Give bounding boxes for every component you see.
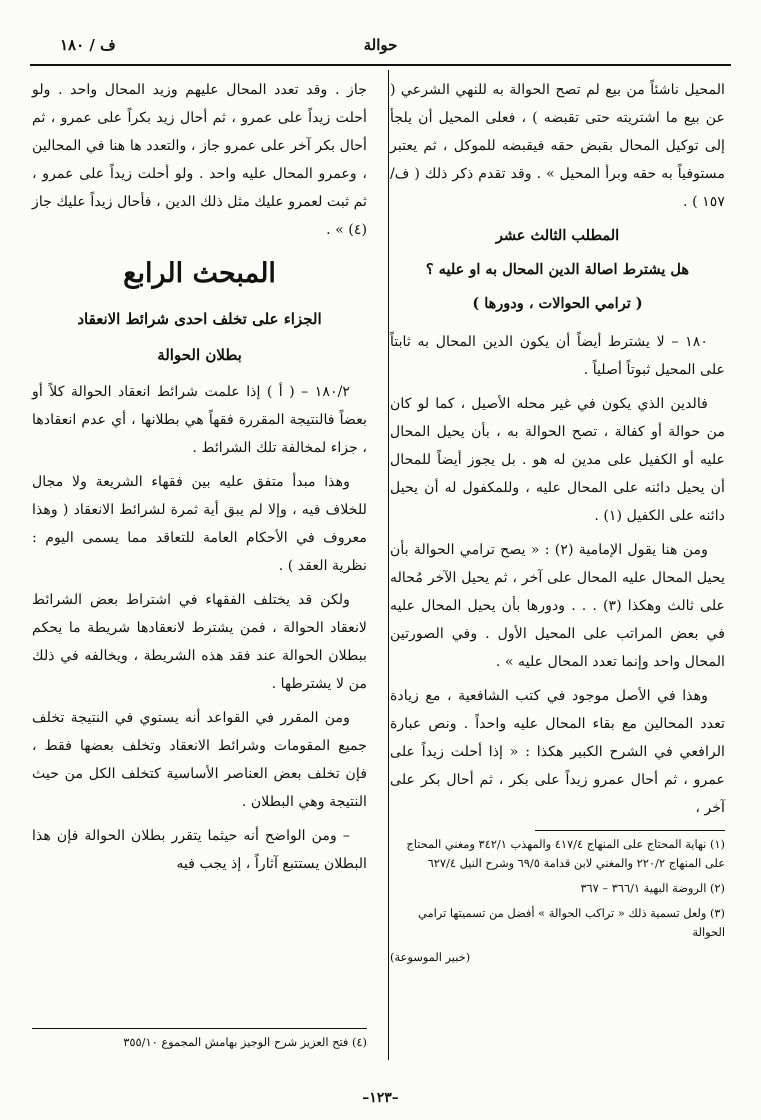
footnote: (١) نهاية المحتاج على المنهاج ٤١٧/٤ والمهذب ٣٤٢/١ ومغني المحتاج على المنهاج ٢٢٠/٢ والمغني لابن قدامة ٦٩/٥ وشرح النيل ٦٢٧/٤ — [406, 837, 725, 870]
left-footnotes — [32, 1028, 367, 1052]
section-question: هل يشترط اصالة الدين المحال به او عليه ؟ — [425, 261, 690, 278]
paragraph: ولكن قد يختلف الفقهاء في اشتراط بعض الشرائط لانعقاد الحوالة ، فمن يشترط لانعقادها شريطة ما يحكم ببطلان الحوالة عند فقد هذه الشريطة ، ويخالفه في ذلك من لا يشترطها . — [32, 592, 367, 692]
footnote-rule — [32, 1028, 367, 1029]
section-label: المطلب الثالث عشر — [495, 227, 620, 244]
paragraph: ١٨٠/٢ – ( أ ) إذا علمت شرائط انعقاد الحوالة كلاً أو بعضاً فالنتيجة المقررة فقهاً هي بطلانها ، أي عدم انعقادها ، جزاء لمخالفة تلك الشرائط . — [32, 384, 367, 456]
paragraph: ١٨٠ – لا يشترط أيضاً أن يكون الدين المحال به ثابتاً على المحيل ثبوتاً أصلياً . — [390, 334, 725, 378]
paragraph: المحيل ناشئاً من بيع لم تصح الحوالة به للنهي الشرعي ( عن بيع ما اشتريته حتى تقبضه ) ، فعلى المحيل أن يلجأ إلى توكيل المحال بقبض حقه فيقبضه للموكل ، ثم يعتبر مستوفياً به حقه وبرأ المحيل » . وقد تقدم ذكر ذلك ( ف/ ١٥٧ ) . — [390, 82, 725, 210]
paragraph: – ومن الواضح أنه حيثما يتقرر بطلان الحوالة فإن هذا البطلان يستتبع آثاراً ، إذ يجب فيه — [32, 828, 367, 872]
paragraph: وهذا في الأصل موجود في كتب الشافعية ، مع زيادة تعدد المحالين مع بقاء المحال عليه واحداً . ونص عبارة الرافعي في الشرح الكبير هكذا : « إذا أحلت زيداً على عمرو ، ثم أحال عمرو زيداً على بكر ، ثم أحال بكر على آخر ، — [390, 688, 725, 816]
footnote: (٣) ولعل تسمية ذلك « تراكب الحوالة » أفضل من تسميتها ترامي الحوالة — [418, 906, 725, 939]
header-rule — [30, 64, 731, 66]
right-column — [390, 76, 725, 973]
header-paragraph-ref: ف / ١٨٠ — [60, 36, 116, 54]
paragraph: ومن هنا يقول الإمامية (٢) : « يصح ترامي الحوالة بأن يحيل المحال عليه المحال على آخر ، ثم يحيل الآخر مُحاله على ثالث وهكذا (٣) . . . ودورها بأن يحيل المحال عليه في بعض المراتب على المحيل الأول . وفي الصورتين المحال واحد وإنما تعدد المحال عليه » . — [390, 542, 725, 670]
chapter-title: المبحث الرابع — [123, 258, 276, 289]
paragraph: جاز . وقد تعدد المحال عليهم وزيد المحال واحد . ولو أحلت زيداً على عمرو ، ثم أحال زيد بكراً على عمرو ، ثم أحال بكر آخر على عمرو جاز ، والتعدد ها هنا في المحالين ، وعمرو المحال عليه واحد . ولو أحلت زيداً على عمرو ، ثم ثبت لعمرو عليك مثل ذلك الدين ، فأحال زيداً عليك جاز (٤) » . — [32, 82, 367, 238]
header-title: حوالة — [363, 36, 398, 54]
footnote: (٢) الروضة البهية ٣٦٦/١ – ٣٦٧ — [580, 881, 725, 895]
column-divider — [388, 70, 389, 1060]
running-header — [30, 36, 731, 62]
footnote-attribution: (خبير الموسوعة) — [390, 950, 471, 964]
paragraph: فالدين الذي يكون في غير محله الأصيل ، كما لو كان من حوالة أو كفالة ، تصح الحوالة به ، بأن يحيل المحال عليه أو الكفيل على مدين له هو . بل يجوز أيضاً للمحال أن يحيل دائنه على المحال عليه ، وللمكفول له أن يحيل دائنه على الكفيل (١) . — [390, 396, 725, 524]
paragraph: ومن المقرر في القواعد أنه يستوي في النتيجة تخلف جميع المقومات وشرائط الانعقاد وتخلف بعضها فقط ، فإن تخلف بعض العناصر الأساسية كتخلف الكل من حيث النتيجة وهي البطلان . — [32, 710, 367, 810]
page-number: –١٢٣– — [362, 1090, 399, 1106]
left-column — [32, 76, 367, 884]
footnote-rule — [535, 830, 725, 831]
chapter-subtitle: الجزاء على تخلف احدى شرائط الانعقاد — [77, 310, 322, 328]
chapter-subtitle-2: بطلان الحوالة — [157, 346, 242, 364]
paragraph: وهذا مبدأ متفق عليه بين فقهاء الشريعة ولا مجال للخلاف فيه ، وإلا لم يبق أية ثمرة لشرائط الانعقاد ( وهذا معروف في الأحكام العامة للتعاقد مما يسمى اليوم : نظرية العقد ) . — [32, 474, 367, 574]
footnote: (٤) فتح العزيز شرح الوجيز بهامش المجموع ٣٥٥/١٠ — [123, 1035, 367, 1049]
section-question-sub: ( ترامي الحوالات ، ودورها ) — [472, 295, 643, 312]
